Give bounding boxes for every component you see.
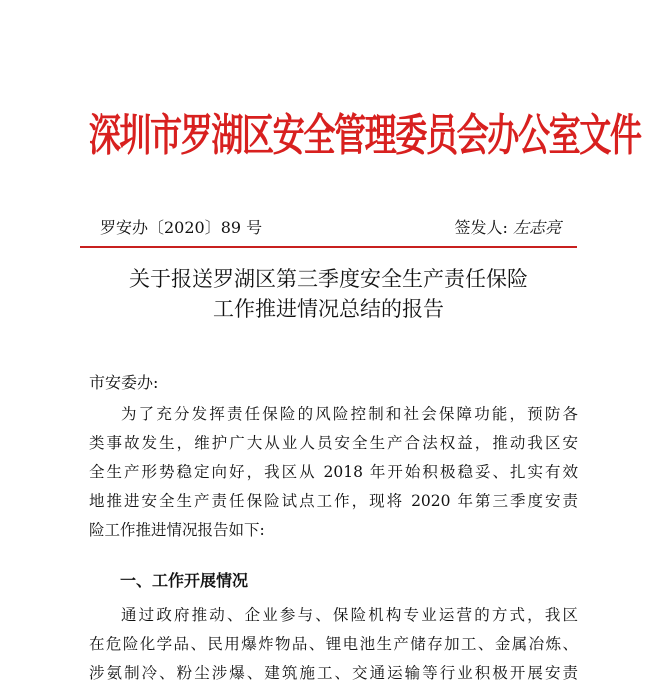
document-title [80,264,577,324]
paragraph-line: 在危险化学品、民用爆炸物品、锂电池生产储存加工、金属冶炼、 [89,635,578,653]
section-paragraph [89,601,578,688]
section-heading: 一、工作开展情况 [120,571,249,590]
red-separator-rule [80,246,577,248]
intro-paragraph [89,400,578,545]
title-line-2: 工作推进情况总结的报告 [213,297,444,321]
paragraph-line: 类事故发生，维护广大从业人员安全生产合法权益，推动我区安 [89,434,578,452]
org-file-header: 深圳市罗湖区安全管理委员会办公室文件 [88,110,641,161]
paragraph-line: 地推进安全生产责任保险试点工作，现将 2020 年第三季度安责 [89,492,578,510]
signer-label: 签发人: [454,218,508,237]
addressee: 市安委办: [89,373,159,392]
paragraph-line: 涉氨制冷、粉尘涉爆、建筑施工、交通运输等行业积极开展安责 [89,664,578,682]
signer-name: 左志亮 [512,218,561,237]
signer-line [454,217,561,239]
title-line-1: 关于报送罗湖区第三季度安全生产责任保险 [129,267,528,291]
paragraph-line: 通过政府推动、企业参与、保险机构专业运营的方式，我区 [121,606,578,624]
paragraph-line: 为了充分发挥责任保险的风险控制和社会保障功能，预防各 [121,405,578,423]
paragraph-line: 险工作推进情况报告如下: [89,521,265,539]
paragraph-line: 全生产形势稳定向好，我区从 2018 年开始积极稳妥、扎实有效 [89,463,578,481]
document-number: 罗安办〔2020〕89 号 [100,218,263,237]
